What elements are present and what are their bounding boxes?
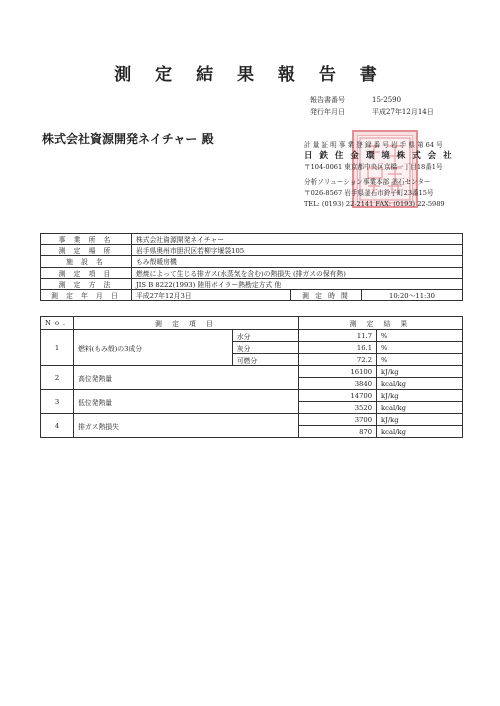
result-unit: kcal/kg [377,378,463,390]
result-value: 72.2 [298,354,376,366]
sub-item: 水分 [232,330,298,342]
issuer-block [304,140,454,210]
result-unit: kcal/kg [377,402,463,414]
sub-item: 可燃分 [232,354,298,366]
issuer-address: 〒104-0061 東京都中央区京橋一丁目18番1号 [304,163,443,171]
report-no: 15-2590 [372,96,402,104]
office-value: 株式会社資源開発ネイチャー [132,234,463,245]
result-value: 14700 [298,390,376,402]
time-value: 10:20～11:30 [362,289,463,300]
sub-item: 灰分 [232,342,298,354]
result-unit: % [377,354,463,366]
branch-address: 〒026-8567 岩手県釜石市鈴子町23番15号 [304,189,434,197]
col-item: 測 定 項 目 [74,317,299,330]
client-name: 株式会社資源開発ネイチャー 殿 [42,132,214,146]
row-no: 2 [41,366,74,390]
issuer-branch: 分析ソリューション事業本部 釜石センター [304,178,431,186]
report-title: 測 定 結 果 報 告 書 [114,65,386,85]
result-unit: % [377,330,463,342]
issue-date: 平成27年12月14日 [372,108,434,116]
info-row [41,278,463,289]
info-row [41,267,463,278]
date-value: 平成27年12月3日 [132,289,291,300]
result-unit: kJ/kg [377,366,463,378]
info-table [40,233,463,301]
row-item: 排ガス熱損失 [74,414,299,438]
row-no: 3 [41,390,74,414]
result-value: 3520 [298,402,376,414]
date-label: 測 定 年 月 日 [41,289,132,300]
cert-number: 計 量 証 明 事 業 登 録 番 号 岩 手 県 第 64 号 [304,141,443,149]
table-row [41,390,463,402]
col-result: 測 定 結 果 [298,317,462,330]
item-value: 燃焼によって生じる排ガス(水蒸気を含む)の熱損失 (排ガスの保有熱) [132,267,463,278]
result-unit: kJ/kg [377,414,463,426]
office-label: 事 業 所 名 [41,234,132,245]
facility-label: 施 設 名 [41,256,132,267]
table-row [41,414,463,426]
issuer-tel: TEL: (0193) 22-2141 FAX: (0193) 22-5989 [304,200,445,208]
row-item: 燃料(もみ殻)の3成分 [74,330,233,366]
row-no: 4 [41,414,74,438]
info-row [41,234,463,245]
row-item: 高位発熱量 [74,366,299,390]
result-unit: % [377,342,463,354]
method-value: JIS B 8222(1993) 陸用ボイラー熱勘定方式 他 [132,278,463,289]
results-header [41,317,463,330]
result-value: 3700 [298,414,376,426]
facility-value: もみ殻暖房機 [132,256,463,267]
table-row [41,330,463,342]
issue-date-label: 発行年月日 [310,108,345,116]
row-no: 1 [41,330,74,366]
place-label: 測 定 場 所 [41,245,132,256]
result-value: 16100 [298,366,376,378]
results-table [40,316,463,438]
time-label: 測 定 時 間 [291,289,362,300]
result-value: 870 [298,426,376,438]
place-value: 岩手県奥州市胆沢区若柳字堰袋105 [132,245,463,256]
col-no: No. [41,317,74,330]
issuer-org: 日 鉄 住 金 環 境 株 式 会 社 [304,151,454,161]
result-value: 11.7 [298,330,376,342]
info-row [41,245,463,256]
report-meta [310,94,434,118]
result-unit: kJ/kg [377,390,463,402]
report-no-label: 報告書番号 [310,96,345,104]
result-value: 16.1 [298,342,376,354]
info-row [41,289,463,300]
result-unit: kcal/kg [377,426,463,438]
method-label: 測 定 方 法 [41,278,132,289]
info-row [41,256,463,267]
row-item: 低位発熱量 [74,390,299,414]
table-row [41,366,463,378]
result-value: 3840 [298,378,376,390]
item-label: 測 定 項 目 [41,267,132,278]
